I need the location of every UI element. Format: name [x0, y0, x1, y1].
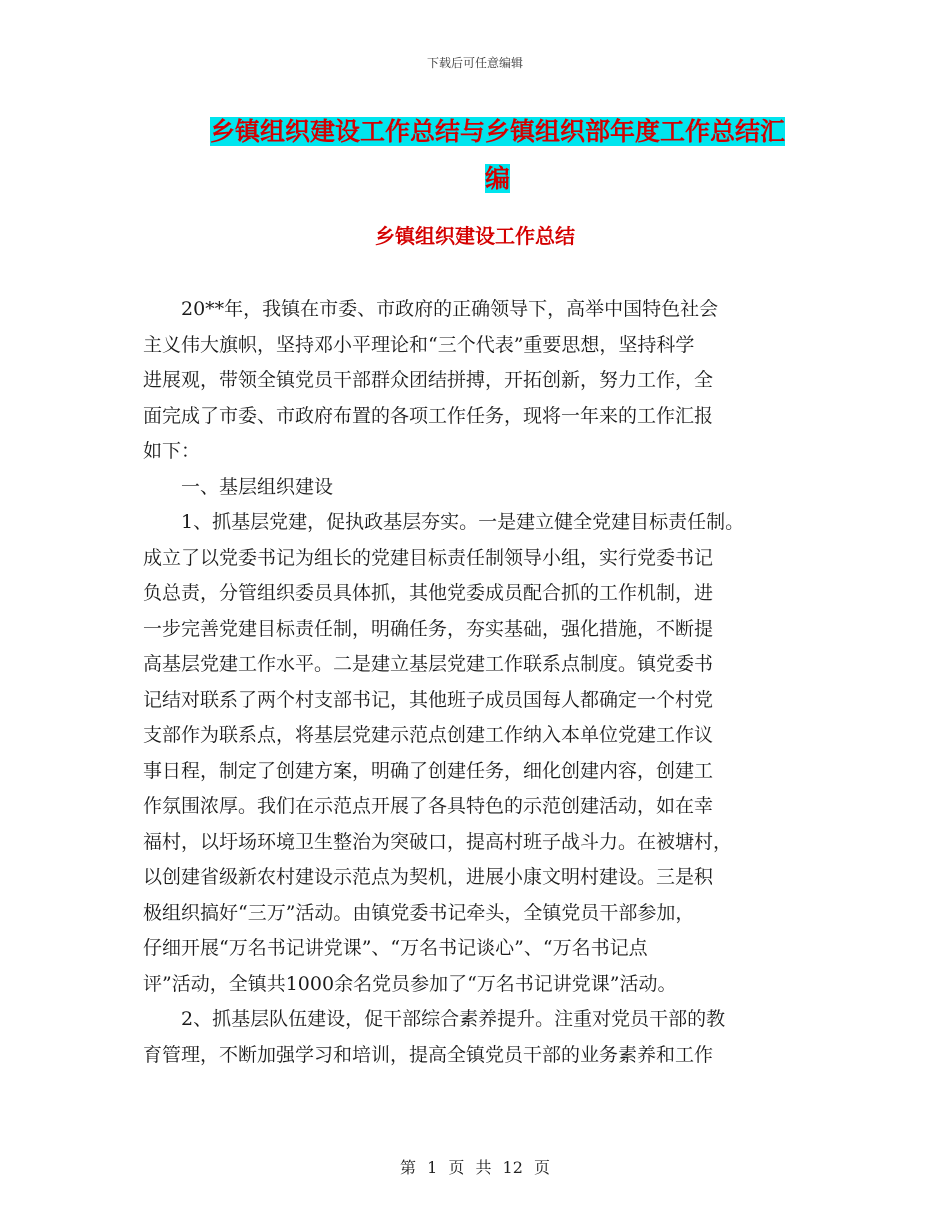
text-line: 进展观，带领全镇党员干部群众团结拼搏，开拓创新，努力工作，全 [143, 369, 714, 391]
text-line: 育管理，不断加强学习和培训，提高全镇党员干部的业务素养和工作 [143, 1043, 714, 1066]
text-line: 成立了以党委书记为组长的党建目标责任制领导小组，实行党委书记 [143, 546, 714, 569]
text-line: 一步完善党建目标责任制，明确任务，夯实基础，强化措施，不断提 [143, 617, 714, 640]
paragraph [143, 292, 823, 470]
paragraph [143, 1002, 823, 1073]
text-line: 仔细开展“万名书记讲党课”、“万名书记谈心”、“万名书记点 [143, 937, 648, 959]
text-line: 高基层党建工作水平。二是建立基层党建工作联系点制度。镇党委书 [143, 653, 714, 675]
main-title-line2: 编 [484, 164, 510, 193]
paragraph [143, 470, 823, 506]
text-line: 事日程，制定了创建方案，明确了创建任务，细化创建内容，创建工 [143, 759, 714, 782]
text-line: 作氛围浓厚。我们在示范点开展了各具特色的示范创建活动，如在幸 [143, 795, 714, 817]
text-line: 记结对联系了两个村支部书记，其他班子成员国每人都确定一个村党 [143, 688, 714, 711]
text-line: 以创建省级新农村建设示范点为契机，进展小康文明村建设。三是积 [143, 866, 714, 888]
page-footer: 第 1 页 共 12 页 [400, 1158, 550, 1177]
text-line: 20**年，我镇在市委、市政府的正确领导下，高举中国特色社会 [143, 298, 719, 320]
text-line: 一、基层组织建设 [143, 475, 334, 498]
text-line: 负总责，分管组织委员具体抓，其他党委成员配合抓的工作机制，进 [143, 582, 714, 604]
main-title-line1: 乡镇组织建设工作总结与乡镇组织部年度工作总结汇 [209, 117, 785, 146]
text-line: 主义伟大旗帜，坚持邓小平理论和“三个代表”重要思想，坚持科学 [143, 333, 695, 356]
body-text [143, 292, 823, 1073]
text-line: 如下： [143, 440, 201, 462]
text-line: 2、抓基层队伍建设，促干部综合素养提升。注重对党员干部的教 [143, 1008, 726, 1030]
main-title [190, 108, 805, 202]
text-line: 支部作为联系点，将基层党建示范点创建工作纳入本单位党建工作议 [143, 724, 714, 746]
text-line: 评”活动，全镇共1000余名党员参加了“万名书记讲党课”活动。 [143, 972, 677, 995]
header-note: 下载后可任意编辑 [426, 56, 523, 70]
paragraph [143, 505, 823, 1002]
text-line: 1、抓基层党建，促执政基层夯实。一是建立健全党建目标责任制。 [143, 511, 745, 533]
section-title: 乡镇组织建设工作总结 [375, 224, 575, 248]
text-line: 福村，以圩场环境卫生整治为突破口，提高村班子战斗力。在被塘村， [143, 830, 733, 853]
text-line: 面完成了市委、市政府布置的各项工作任务，现将一年来的工作汇报 [143, 404, 714, 427]
text-line: 极组织搞好“三万”活动。由镇党委书记牵头，全镇党员干部参加， [143, 901, 695, 924]
